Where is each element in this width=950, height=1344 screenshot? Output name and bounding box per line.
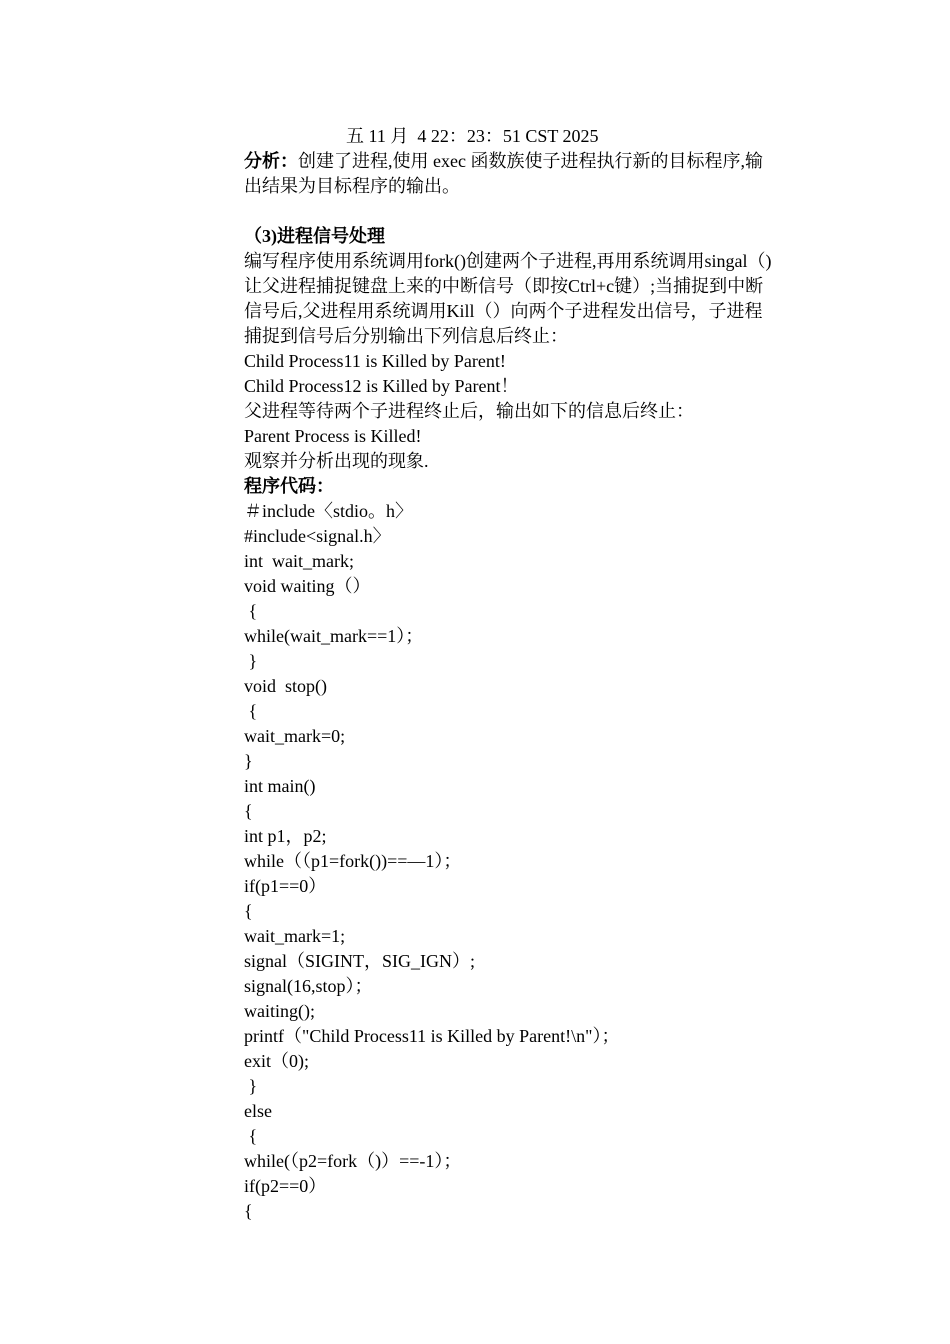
code-line: } [244, 1076, 258, 1096]
code-line: signal(16,stop）； [244, 976, 373, 996]
expected-output-line: Parent Process is Killed! [244, 426, 422, 446]
code-line: waiting(); [244, 1001, 315, 1021]
code-line: if(p2==0） [244, 1176, 327, 1196]
analysis-text: 创建了进程,使用 exec 函数族使子进程执行新的目标程序,输 [298, 151, 763, 171]
code-line: void stop() [244, 676, 327, 696]
expected-output-line: Child Process12 is Killed by Parent！ [244, 376, 519, 396]
code-line: } [244, 651, 258, 671]
analysis-label: 分析： [244, 151, 298, 171]
code-line: { [244, 601, 258, 621]
code-line: signal（SIGINT，SIG_IGN）; [244, 951, 475, 971]
code-line: printf（"Child Process11 is Killed by Parent!\n"）； [244, 1026, 620, 1046]
code-line: else [244, 1101, 272, 1121]
code-line: { [244, 901, 253, 921]
code-line: if(p1==0） [244, 876, 327, 896]
code-line: } [244, 751, 253, 771]
code-heading: 程序代码： [244, 476, 334, 496]
code-line: { [244, 801, 253, 821]
code-line: #include<signal.h〉 [244, 526, 391, 546]
code-line: wait_mark=0; [244, 726, 346, 746]
date-output-line: 五 11 月 4 22：23：51 CST 2025 [346, 126, 599, 146]
code-line: void waiting（） [244, 576, 371, 596]
description-line: 信号后,父进程用系统调用Kill（）向两个子进程发出信号，子进程 [244, 301, 763, 321]
code-line: while(（p2=fork（)）==-1）； [244, 1151, 462, 1171]
code-line: while(wait_mark==1）； [244, 626, 424, 646]
code-line: while（（p1=fork())==—1）； [244, 851, 462, 871]
code-line: { [244, 1126, 258, 1146]
code-line: { [244, 701, 258, 721]
code-line: int main() [244, 776, 316, 796]
code-line: wait_mark=1; [244, 926, 346, 946]
section-heading: （3)进程信号处理 [244, 226, 385, 246]
description-line: 观察并分析出现的现象. [244, 451, 429, 471]
expected-output-line: Child Process11 is Killed by Parent! [244, 351, 506, 371]
code-line: int p1，p2; [244, 826, 327, 846]
code-line: int wait_mark; [244, 551, 354, 571]
description-line: 编写程序使用系统调用fork()创建两个子进程,再用系统调用singal（) [244, 251, 772, 271]
code-line: { [244, 1201, 253, 1221]
analysis-line-2: 出结果为目标程序的输出。 [244, 176, 460, 196]
description-line: 父进程等待两个子进程终止后，输出如下的信息后终止： [244, 401, 694, 421]
analysis-line-1 [244, 149, 763, 174]
code-line: exit（0); [244, 1051, 309, 1071]
description-line: 捕捉到信号后分别输出下列信息后终止： [244, 326, 568, 346]
code-line: ＃include〈stdio。h〉 [244, 501, 413, 521]
description-line: 让父进程捕捉键盘上来的中断信号（即按Ctrl+c键）;当捕捉到中断 [244, 276, 764, 296]
